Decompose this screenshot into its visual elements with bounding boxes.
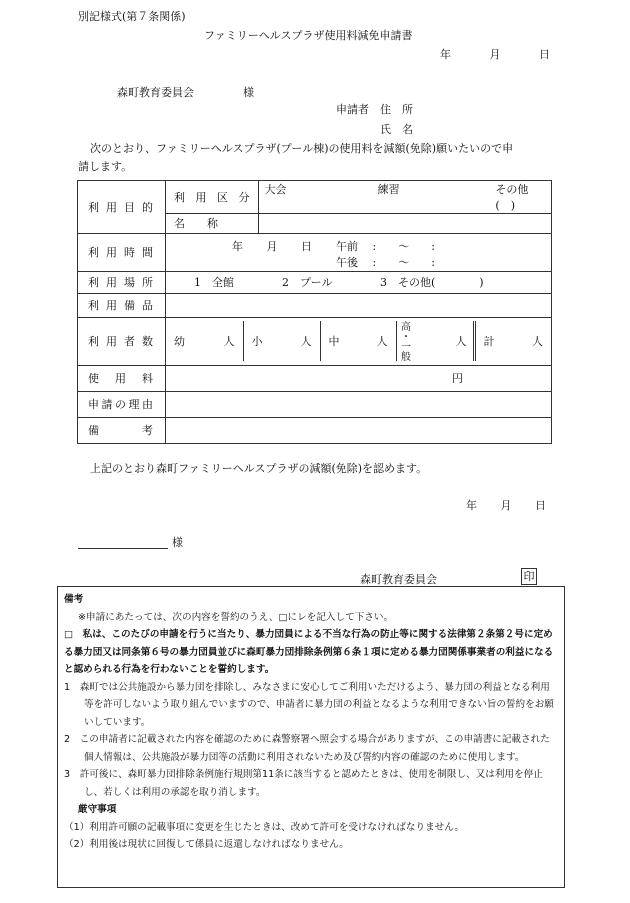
pledge-checkbox-text[interactable]: □ 私は、このたびの申請を行うに当たり、暴力団員による不当な行為の防止等に関する法律第２条第２号に定める暴力団又は同条第６号の暴力団員並びに森町暴力団排除条例第６条１項に定める暴力団関係事業者の利益になると認められる行為を行わないことを誓約します。 [64, 629, 554, 675]
users-total[interactable] [474, 321, 551, 361]
users-elementary-label: 小 [251, 335, 263, 348]
users-infant-unit: 人 [223, 335, 235, 348]
seal-mark: 印 [521, 568, 537, 585]
time-year: 年 [232, 239, 243, 253]
equipment-label: 利用備品 [78, 293, 166, 317]
equipment-field[interactable] [166, 293, 552, 317]
name-field[interactable] [258, 214, 551, 233]
name-field-label: 名 称 [166, 214, 258, 233]
time-am: 午前 : ～ : [336, 239, 435, 253]
application-table [77, 180, 552, 444]
notes-heading: 備考 [64, 594, 84, 605]
category-label: 利用区分 [166, 181, 258, 214]
place-other[interactable]: 3 その他( ) [380, 276, 484, 289]
reason-field[interactable] [166, 391, 552, 417]
time-label: 利用時間 [78, 233, 166, 271]
users-elementary[interactable] [243, 321, 320, 361]
recipient-line[interactable] [78, 535, 168, 549]
users-label: 利用者数 [78, 317, 166, 365]
fee-field[interactable] [166, 365, 552, 391]
users-middle-label: 中 [328, 335, 340, 348]
users-infant-label: 幼 [174, 335, 185, 348]
option-renshu[interactable]: 練習 [377, 183, 400, 196]
intro-line-1: 次のとおり、ファミリーヘルスプラザ(プール棟)の使用料を減額(免除)願いたいので申 [90, 142, 514, 155]
users-middle-unit: 人 [376, 335, 388, 348]
approval-text: 上記のとおり森町ファミリーヘルスプラザの減額(免除)を認めます。 [90, 462, 428, 475]
issuer-name: 森町教育委員会 [360, 573, 437, 586]
time-pm: 午後 : ～ : [336, 255, 435, 269]
form-number: 別記様式(第７条関係) [78, 10, 186, 23]
fee-label: 使用料 [78, 365, 166, 391]
place-pool[interactable]: 2 プール [282, 276, 333, 289]
addressee-honorific: 様 [243, 86, 254, 99]
remarks-label: 備考 [78, 417, 166, 443]
time-day: 日 [301, 239, 312, 253]
rule-1: （1）利用許可願の記載事項に変更を生じたときは、改めて許可を受けなければなりません。 [64, 821, 465, 833]
applicant-label: 申請者 [336, 103, 369, 116]
form-title: ファミリーヘルスプラザ使用料減免申請書 [204, 29, 413, 42]
users-middle[interactable] [320, 321, 396, 361]
date-day: 日 [539, 48, 550, 61]
addressee-name: 森町教育委員会 [117, 86, 194, 99]
category-options[interactable] [258, 181, 551, 214]
date-year: 年 [440, 48, 451, 61]
users-high-general-unit: 人 [455, 335, 467, 348]
purpose-label: 利用目的 [78, 181, 166, 234]
users-total-label: 計 [483, 335, 495, 348]
users-infant[interactable] [166, 321, 243, 361]
name-label: 氏 名 [380, 123, 413, 136]
recipient-honorific: 様 [172, 536, 183, 549]
place-options[interactable] [166, 271, 552, 293]
intro-line-2: 請します。 [78, 160, 133, 173]
option-other[interactable]: その他( ) [495, 183, 529, 212]
users-high-general-label: 高・一般 [398, 321, 410, 361]
approval-month: 月 [500, 499, 512, 512]
address-label: 住 所 [380, 103, 413, 116]
notes-box [57, 586, 565, 888]
rules-heading: 厳守事項 [78, 804, 117, 815]
approval-day: 日 [535, 499, 546, 512]
time-field[interactable] [166, 233, 552, 271]
approval-year: 年 [466, 499, 477, 512]
place-all[interactable]: 1 全館 [194, 276, 234, 289]
reason-label: 申請の理由 [78, 391, 166, 417]
place-label: 利用場所 [78, 271, 166, 293]
date-month: 月 [489, 48, 501, 61]
notes-item-1: 1 森町では公共施設から暴力団を排除し、みなさまに安心してご利用いただけるよう、暴力団の利益となる利用等を許可しないよう取り組んでいますので、申請者に暴力団の利益となるような利用できない旨の誓約をお願いしています。 [64, 681, 554, 728]
notes-item-3: 3 許可後に、森町暴力団排除条例施行規則第11条に該当すると認めたときは、使用を制限し、又は利用を停止し、若しくは利用の承認を取り消します。 [64, 769, 543, 798]
users-high-general[interactable] [396, 321, 474, 361]
fee-unit: 円 [452, 372, 463, 385]
notes-item-2: 2 この申請者に記載された内容を確認のために森警察署へ照会する場合がありますが、この申請書に記載された個人情報は、公共施設が暴力団等の活動に利用されないため及び誓約内容の確認のために使用します。 [64, 734, 550, 763]
remarks-field[interactable] [166, 417, 552, 443]
option-taikai[interactable]: 大会 [264, 183, 287, 196]
users-total-unit: 人 [532, 335, 543, 348]
users-elementary-unit: 人 [300, 335, 312, 348]
rule-2: （2）利用後は現状に回復して係員に返還しなければなりません。 [64, 839, 349, 850]
approval-date [466, 497, 546, 513]
header-date [440, 46, 550, 62]
time-month: 月 [266, 239, 278, 253]
notes-instruction: ※申請にあたっては、次の内容を誓約のうえ、□にレを記入して下さい。 [78, 611, 394, 623]
